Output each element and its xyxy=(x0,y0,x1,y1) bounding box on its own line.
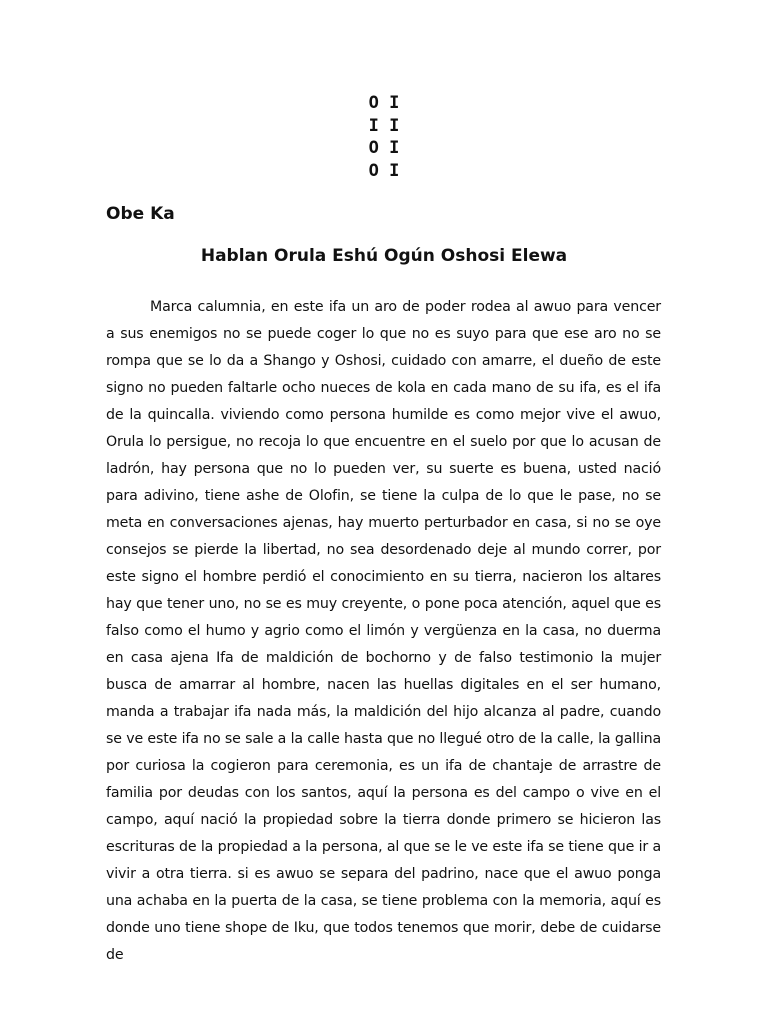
body-paragraph: Marca calumnia, en este ifa un aro de poder rodea al awuo para vencer a sus enemigos no se puede coger lo que no es suyo para que ese aro no se rompa que se lo da a Shango y Oshosi, cuidado con amarre, el dueño de este signo no pueden faltarle ocho nueces de kola en cada mano de su ifa, es el ifa de la quincalla. viviendo como persona humilde es como mejor vive el awuo, Orula lo persigue, no recoja lo que encuentre en el suelo por que lo acusan de ladrón, hay persona que no lo pueden ver, su suerte es buena, usted nació para adivino, tiene ashe de Olofin, se tiene la culpa de lo que le pase, no se meta en conversaciones ajenas, hay muerto perturbador en casa, si no se oye consejos se pierde la libertad, no sea desordenado deje al mundo correr, por este signo el hombre perdió el conocimiento en su tierra, nacieron los altares hay que tener uno, no se es muy creyente, o pone poca atención, aquel que es falso como el humo y agrio como el limón y vergüenza en la casa, no duerma en casa ajena Ifa de maldición de bochorno y de falso testimonio la mujer busca de amarrar al hombre, nacen las huellas digitales en el ser humano, manda a trabajar ifa nada más, la maldición del hijo alcanza al padre, cuando se ve este ifa no se sale a la calle hasta que no llegué otro de la calle, la gallina por curiosa la cogieron para ceremonia, es un ifa de chantaje de arrastre de familia por deudas con los santos, aquí la persona es del campo o vive en el campo, aquí nació la propiedad sobre la tierra donde primero se hicieron las escrituras de la propiedad a la persona, al que se le ve este ifa se tiene que ir a vivir a otra tierra. si es awuo se separa del padrino, nace que el awuo ponga una achaba en la puerta de la casa, se tiene problema con la memoria, aquí es donde uno tiene shope de Iku, que todos tenemos que morir, debe de cuidarse de xyxy=(106,299,661,963)
odu-sign-row: I I xyxy=(368,115,400,136)
odu-sign-row: O I xyxy=(368,93,400,113)
odu-sign-row: O I xyxy=(368,138,400,158)
section-heading: Hablan Orula Eshú Ogún Oshosi Elewa xyxy=(200,246,568,266)
odu-sign-marks xyxy=(0,92,768,182)
odu-sign-row: O I xyxy=(368,160,400,181)
page-title: Obe Ka xyxy=(106,204,175,224)
